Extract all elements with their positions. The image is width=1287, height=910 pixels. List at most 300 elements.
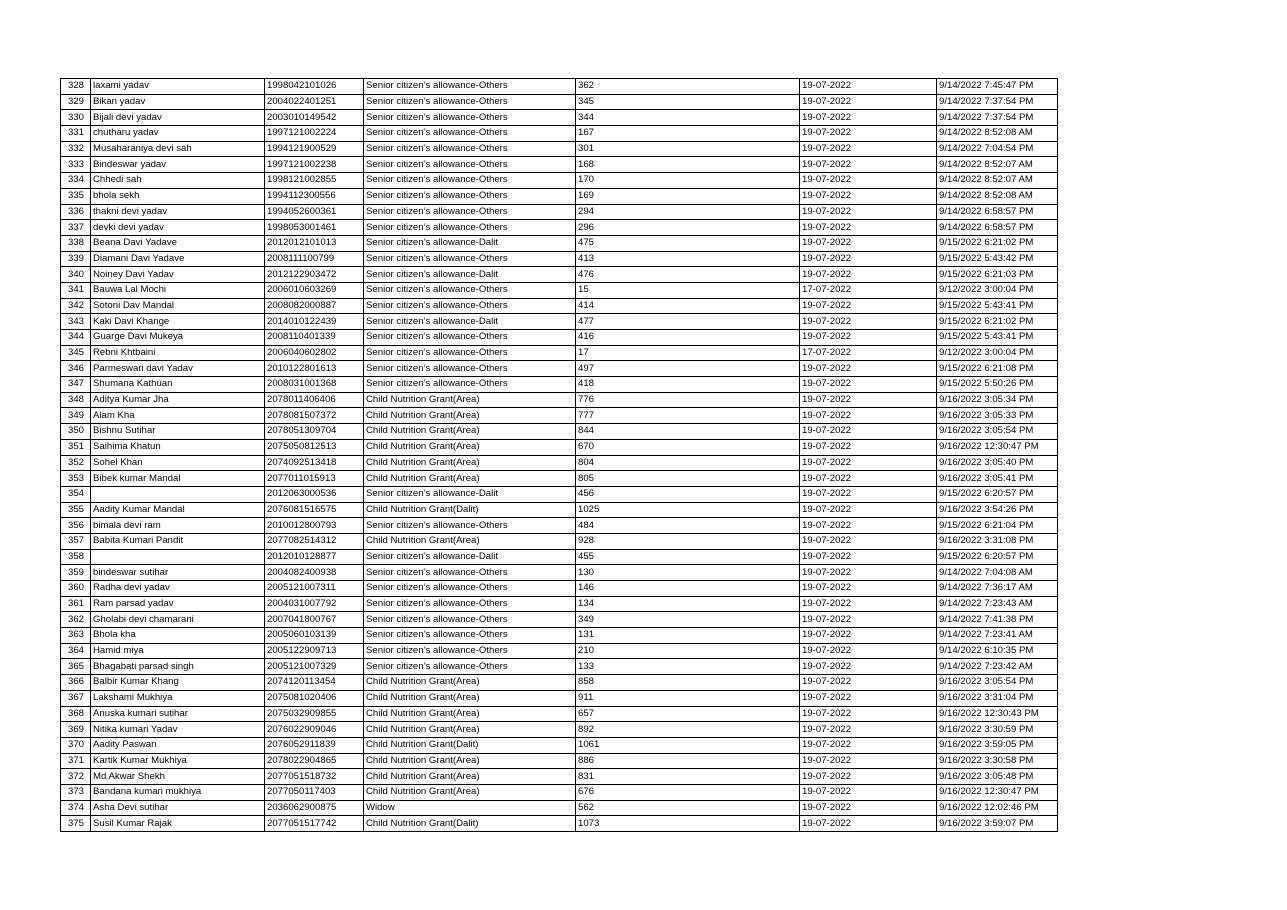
table-row (61, 314, 1058, 330)
table-row (61, 330, 1058, 346)
timestamp-cell: 9/14/2022 7:23:43 AM (937, 596, 1058, 612)
allowance-type-cell: Senior citizen’s allowance-Others (364, 377, 576, 393)
table-row (61, 769, 1058, 785)
id-number-cell: 2004082400938 (265, 565, 364, 581)
name-cell: Md Akwar Shekh (91, 769, 265, 785)
id-number-cell: 2076081516575 (265, 502, 364, 518)
serial-cell: 347 (61, 377, 91, 393)
timestamp-cell: 9/14/2022 6:58:57 PM (937, 204, 1058, 220)
name-cell: Bandana kumari mukhiya (91, 784, 265, 800)
amount-cell: 776 (576, 392, 800, 408)
amount-cell: 1073 (576, 816, 800, 832)
table-row (61, 690, 1058, 706)
name-cell: Bijali devi yadav (91, 110, 265, 126)
allowance-type-cell: Senior citizen’s allowance-Others (364, 220, 576, 236)
table-row (61, 408, 1058, 424)
table-row (61, 188, 1058, 204)
serial-cell: 334 (61, 173, 91, 189)
name-cell: bindeswar sutihar (91, 565, 265, 581)
serial-cell: 332 (61, 141, 91, 157)
allowance-type-cell: Senior citizen’s allowance-Others (364, 298, 576, 314)
id-number-cell: 2003010149542 (265, 110, 364, 126)
serial-cell: 345 (61, 345, 91, 361)
table-row (61, 628, 1058, 644)
date-cell: 19-07-2022 (800, 408, 937, 424)
serial-cell: 353 (61, 471, 91, 487)
timestamp-cell: 9/15/2022 5:50:26 PM (937, 377, 1058, 393)
id-number-cell: 2078022904865 (265, 753, 364, 769)
id-number-cell: 2005121007329 (265, 659, 364, 675)
timestamp-cell: 9/16/2022 3:05:40 PM (937, 455, 1058, 471)
date-cell: 19-07-2022 (800, 659, 937, 675)
id-number-cell: 1994052600361 (265, 204, 364, 220)
id-number-cell: 2077050117403 (265, 784, 364, 800)
timestamp-cell: 9/14/2022 7:36:17 AM (937, 581, 1058, 597)
allowance-type-cell: Child Nutrition Grant(Area) (364, 722, 576, 738)
table-row (61, 79, 1058, 95)
timestamp-cell: 9/16/2022 3:59:05 PM (937, 737, 1058, 753)
name-cell: Alam Kha (91, 408, 265, 424)
timestamp-cell: 9/15/2022 5:43:42 PM (937, 251, 1058, 267)
date-cell: 19-07-2022 (800, 173, 937, 189)
table-row (61, 141, 1058, 157)
allowance-type-cell: Senior citizen’s allowance-Others (364, 518, 576, 534)
date-cell: 19-07-2022 (800, 424, 937, 440)
name-cell: devki devi yadav (91, 220, 265, 236)
name-cell: Musaharaniya devi sah (91, 141, 265, 157)
serial-cell: 346 (61, 361, 91, 377)
table-row (61, 533, 1058, 549)
timestamp-cell: 9/16/2022 3:31:04 PM (937, 690, 1058, 706)
amount-cell: 362 (576, 79, 800, 95)
serial-cell: 372 (61, 769, 91, 785)
name-cell: Aadity Kumar Mandal (91, 502, 265, 518)
serial-cell: 338 (61, 235, 91, 251)
timestamp-cell: 9/16/2022 12:30:43 PM (937, 706, 1058, 722)
id-number-cell: 2075081020406 (265, 690, 364, 706)
id-number-cell: 2004022401251 (265, 94, 364, 110)
date-cell: 19-07-2022 (800, 753, 937, 769)
date-cell: 19-07-2022 (800, 706, 937, 722)
name-cell: Balbir Kumar Khang (91, 675, 265, 691)
allowance-type-cell: Senior citizen’s allowance-Others (364, 330, 576, 346)
allowance-type-cell: Senior citizen’s allowance-Others (364, 565, 576, 581)
table-row (61, 377, 1058, 393)
id-number-cell: 2078011406406 (265, 392, 364, 408)
serial-cell: 369 (61, 722, 91, 738)
id-number-cell: 2008111100799 (265, 251, 364, 267)
id-number-cell: 2075050812513 (265, 439, 364, 455)
serial-cell: 340 (61, 267, 91, 283)
amount-cell: 345 (576, 94, 800, 110)
amount-cell: 146 (576, 581, 800, 597)
id-number-cell: 1997121002224 (265, 126, 364, 142)
timestamp-cell: 9/14/2022 7:04:54 PM (937, 141, 1058, 157)
serial-cell: 358 (61, 549, 91, 565)
name-cell: Aditya Kumar Jha (91, 392, 265, 408)
allowance-type-cell: Child Nutrition Grant(Area) (364, 408, 576, 424)
amount-cell: 484 (576, 518, 800, 534)
id-number-cell: 2074120113454 (265, 675, 364, 691)
allowance-type-cell: Senior citizen’s allowance-Others (364, 361, 576, 377)
date-cell: 19-07-2022 (800, 141, 937, 157)
serial-cell: 330 (61, 110, 91, 126)
amount-cell: 416 (576, 330, 800, 346)
amount-cell: 858 (576, 675, 800, 691)
timestamp-cell: 9/15/2022 6:21:03 PM (937, 267, 1058, 283)
allowance-type-cell: Child Nutrition Grant(Area) (364, 471, 576, 487)
amount-cell: 167 (576, 126, 800, 142)
id-number-cell: 1997121002238 (265, 157, 364, 173)
date-cell: 19-07-2022 (800, 126, 937, 142)
date-cell: 19-07-2022 (800, 628, 937, 644)
date-cell: 19-07-2022 (800, 157, 937, 173)
amount-cell: 928 (576, 533, 800, 549)
id-number-cell: 1994112300556 (265, 188, 364, 204)
serial-cell: 365 (61, 659, 91, 675)
records-table (60, 78, 1058, 832)
timestamp-cell: 9/14/2022 8:52:07 AM (937, 173, 1058, 189)
timestamp-cell: 9/14/2022 8:52:08 AM (937, 188, 1058, 204)
timestamp-cell: 9/16/2022 3:59:07 PM (937, 816, 1058, 832)
allowance-type-cell: Senior citizen’s allowance-Others (364, 79, 576, 95)
id-number-cell: 1998053001461 (265, 220, 364, 236)
date-cell: 19-07-2022 (800, 565, 937, 581)
id-number-cell: 2008031001368 (265, 377, 364, 393)
name-cell: Beana Davi Yadave (91, 235, 265, 251)
date-cell: 19-07-2022 (800, 722, 937, 738)
table-row (61, 235, 1058, 251)
id-number-cell: 2014010122439 (265, 314, 364, 330)
serial-cell: 370 (61, 737, 91, 753)
date-cell: 19-07-2022 (800, 769, 937, 785)
amount-cell: 131 (576, 628, 800, 644)
amount-cell: 562 (576, 800, 800, 816)
name-cell: Sohel Khan (91, 455, 265, 471)
table-row (61, 518, 1058, 534)
date-cell: 19-07-2022 (800, 581, 937, 597)
table-row (61, 267, 1058, 283)
allowance-type-cell: Senior citizen’s allowance-Others (364, 251, 576, 267)
timestamp-cell: 9/14/2022 8:52:08 AM (937, 126, 1058, 142)
timestamp-cell: 9/16/2022 3:30:58 PM (937, 753, 1058, 769)
timestamp-cell: 9/14/2022 7:04:08 AM (937, 565, 1058, 581)
timestamp-cell: 9/16/2022 3:05:54 PM (937, 675, 1058, 691)
date-cell: 19-07-2022 (800, 220, 937, 236)
amount-cell: 344 (576, 110, 800, 126)
table-row (61, 251, 1058, 267)
amount-cell: 676 (576, 784, 800, 800)
id-number-cell: 2005122909713 (265, 643, 364, 659)
allowance-type-cell: Child Nutrition Grant(Area) (364, 675, 576, 691)
timestamp-cell: 9/14/2022 7:37:54 PM (937, 94, 1058, 110)
allowance-type-cell: Child Nutrition Grant(Area) (364, 424, 576, 440)
date-cell: 19-07-2022 (800, 298, 937, 314)
timestamp-cell: 9/16/2022 3:05:41 PM (937, 471, 1058, 487)
date-cell: 19-07-2022 (800, 596, 937, 612)
table-row (61, 220, 1058, 236)
serial-cell: 357 (61, 533, 91, 549)
name-cell: Hamid miya (91, 643, 265, 659)
id-number-cell: 2077011015913 (265, 471, 364, 487)
timestamp-cell: 9/14/2022 6:10:35 PM (937, 643, 1058, 659)
timestamp-cell: 9/12/2022 3:00:04 PM (937, 345, 1058, 361)
table-row (61, 800, 1058, 816)
name-cell: laxami yadav (91, 79, 265, 95)
table-row (61, 424, 1058, 440)
date-cell: 19-07-2022 (800, 502, 937, 518)
table-row (61, 94, 1058, 110)
timestamp-cell: 9/16/2022 3:31:08 PM (937, 533, 1058, 549)
amount-cell: 15 (576, 282, 800, 298)
timestamp-cell: 9/15/2022 6:21:04 PM (937, 518, 1058, 534)
name-cell: Sotoni Dav Mandal (91, 298, 265, 314)
name-cell: Ram parsad yadav (91, 596, 265, 612)
table-row (61, 282, 1058, 298)
name-cell: Saihima Khatun (91, 439, 265, 455)
amount-cell: 1025 (576, 502, 800, 518)
serial-cell: 348 (61, 392, 91, 408)
table-row (61, 659, 1058, 675)
allowance-type-cell: Senior citizen’s allowance-Dalit (364, 235, 576, 251)
id-number-cell: 2076052911839 (265, 737, 364, 753)
serial-cell: 352 (61, 455, 91, 471)
table-row (61, 816, 1058, 832)
timestamp-cell: 9/16/2022 3:05:54 PM (937, 424, 1058, 440)
id-number-cell: 2004031007792 (265, 596, 364, 612)
name-cell: Kaki Davi Khange (91, 314, 265, 330)
name-cell: Guarge Davi Mukeya (91, 330, 265, 346)
amount-cell: 911 (576, 690, 800, 706)
allowance-type-cell: Senior citizen’s allowance-Others (364, 628, 576, 644)
allowance-type-cell: Senior citizen’s allowance-Dalit (364, 314, 576, 330)
timestamp-cell: 9/15/2022 5:43:41 PM (937, 298, 1058, 314)
table-row (61, 439, 1058, 455)
timestamp-cell: 9/16/2022 3:54:26 PM (937, 502, 1058, 518)
serial-cell: 333 (61, 157, 91, 173)
allowance-type-cell: Child Nutrition Grant(Dalit) (364, 502, 576, 518)
table-row (61, 737, 1058, 753)
serial-cell: 367 (61, 690, 91, 706)
allowance-type-cell: Senior citizen’s allowance-Dalit (364, 486, 576, 502)
amount-cell: 475 (576, 235, 800, 251)
allowance-type-cell: Senior citizen’s allowance-Others (364, 110, 576, 126)
amount-cell: 210 (576, 643, 800, 659)
amount-cell: 657 (576, 706, 800, 722)
allowance-type-cell: Widow (364, 800, 576, 816)
serial-cell: 335 (61, 188, 91, 204)
timestamp-cell: 9/12/2022 3:00:04 PM (937, 282, 1058, 298)
id-number-cell: 2075032909855 (265, 706, 364, 722)
amount-cell: 133 (576, 659, 800, 675)
allowance-type-cell: Child Nutrition Grant(Area) (364, 533, 576, 549)
name-cell: Bindeswar yadav (91, 157, 265, 173)
name-cell: Gholabi devi chamarani (91, 612, 265, 628)
id-number-cell: 2078051309704 (265, 424, 364, 440)
table-body (61, 79, 1058, 832)
date-cell: 19-07-2022 (800, 690, 937, 706)
amount-cell: 134 (576, 596, 800, 612)
allowance-type-cell: Senior citizen’s allowance-Others (364, 204, 576, 220)
date-cell: 19-07-2022 (800, 330, 937, 346)
date-cell: 19-07-2022 (800, 471, 937, 487)
allowance-type-cell: Child Nutrition Grant(Area) (364, 690, 576, 706)
allowance-type-cell: Senior citizen’s allowance-Dalit (364, 267, 576, 283)
serial-cell: 371 (61, 753, 91, 769)
amount-cell: 17 (576, 345, 800, 361)
timestamp-cell: 9/15/2022 6:20:57 PM (937, 549, 1058, 565)
date-cell: 19-07-2022 (800, 784, 937, 800)
name-cell: Aadity Paswan (91, 737, 265, 753)
date-cell: 19-07-2022 (800, 110, 937, 126)
name-cell: Bauwa Lal Mochi (91, 282, 265, 298)
allowance-type-cell: Senior citizen’s allowance-Others (364, 282, 576, 298)
timestamp-cell: 9/14/2022 7:37:54 PM (937, 110, 1058, 126)
id-number-cell: 2036062900875 (265, 800, 364, 816)
table-row (61, 173, 1058, 189)
table-row (61, 549, 1058, 565)
serial-cell: 374 (61, 800, 91, 816)
allowance-type-cell: Child Nutrition Grant(Area) (364, 439, 576, 455)
serial-cell: 356 (61, 518, 91, 534)
table-row (61, 643, 1058, 659)
table-row (61, 502, 1058, 518)
serial-cell: 339 (61, 251, 91, 267)
date-cell: 19-07-2022 (800, 518, 937, 534)
timestamp-cell: 9/14/2022 6:58:57 PM (937, 220, 1058, 236)
name-cell: Bikan yadav (91, 94, 265, 110)
serial-cell: 343 (61, 314, 91, 330)
date-cell: 19-07-2022 (800, 643, 937, 659)
amount-cell: 497 (576, 361, 800, 377)
name-cell: Parmeswari davi Yadav (91, 361, 265, 377)
date-cell: 19-07-2022 (800, 204, 937, 220)
table-row (61, 110, 1058, 126)
date-cell: 19-07-2022 (800, 267, 937, 283)
name-cell: Bhola kha (91, 628, 265, 644)
allowance-type-cell: Senior citizen’s allowance-Dalit (364, 549, 576, 565)
date-cell: 19-07-2022 (800, 533, 937, 549)
serial-cell: 359 (61, 565, 91, 581)
amount-cell: 455 (576, 549, 800, 565)
timestamp-cell: 9/16/2022 12:30:47 PM (937, 439, 1058, 455)
timestamp-cell: 9/16/2022 3:05:34 PM (937, 392, 1058, 408)
allowance-type-cell: Senior citizen’s allowance-Others (364, 581, 576, 597)
table-row (61, 675, 1058, 691)
allowance-type-cell: Child Nutrition Grant(Area) (364, 753, 576, 769)
id-number-cell: 2077082514312 (265, 533, 364, 549)
amount-cell: 670 (576, 439, 800, 455)
allowance-type-cell: Senior citizen’s allowance-Others (364, 596, 576, 612)
timestamp-cell: 9/16/2022 12:02:46 PM (937, 800, 1058, 816)
date-cell: 19-07-2022 (800, 737, 937, 753)
table-row (61, 392, 1058, 408)
amount-cell: 777 (576, 408, 800, 424)
id-number-cell: 2008082000887 (265, 298, 364, 314)
amount-cell: 844 (576, 424, 800, 440)
name-cell: Susil Kumar Rajak (91, 816, 265, 832)
table-row (61, 126, 1058, 142)
amount-cell: 476 (576, 267, 800, 283)
name-cell: bhola sekh (91, 188, 265, 204)
timestamp-cell: 9/14/2022 7:23:41 AM (937, 628, 1058, 644)
serial-cell: 354 (61, 486, 91, 502)
allowance-type-cell: Senior citizen’s allowance-Others (364, 643, 576, 659)
id-number-cell: 2012122903472 (265, 267, 364, 283)
name-cell: Shumana Kathuan (91, 377, 265, 393)
serial-cell: 351 (61, 439, 91, 455)
date-cell: 19-07-2022 (800, 79, 937, 95)
name-cell: Babita Kumari Pandit (91, 533, 265, 549)
table-row (61, 298, 1058, 314)
table-row (61, 471, 1058, 487)
amount-cell: 477 (576, 314, 800, 330)
timestamp-cell: 9/16/2022 3:05:48 PM (937, 769, 1058, 785)
date-cell: 19-07-2022 (800, 549, 937, 565)
allowance-type-cell: Child Nutrition Grant(Dalit) (364, 737, 576, 753)
id-number-cell: 2008110401339 (265, 330, 364, 346)
date-cell: 19-07-2022 (800, 455, 937, 471)
allowance-type-cell: Senior citizen’s allowance-Others (364, 126, 576, 142)
serial-cell: 337 (61, 220, 91, 236)
name-cell: thakni devi yadav (91, 204, 265, 220)
timestamp-cell: 9/14/2022 7:41:38 PM (937, 612, 1058, 628)
serial-cell: 362 (61, 612, 91, 628)
name-cell: chutharu yadav (91, 126, 265, 142)
name-cell: Rebni Khtbaini (91, 345, 265, 361)
name-cell: Lakshami Mukhiya (91, 690, 265, 706)
table-row (61, 722, 1058, 738)
id-number-cell: 1994121900529 (265, 141, 364, 157)
allowance-type-cell: Child Nutrition Grant(Area) (364, 392, 576, 408)
id-number-cell: 1998042101026 (265, 79, 364, 95)
serial-cell: 363 (61, 628, 91, 644)
allowance-type-cell: Senior citizen’s allowance-Others (364, 94, 576, 110)
allowance-type-cell: Child Nutrition Grant(Area) (364, 769, 576, 785)
date-cell: 19-07-2022 (800, 361, 937, 377)
serial-cell: 336 (61, 204, 91, 220)
amount-cell: 805 (576, 471, 800, 487)
timestamp-cell: 9/14/2022 7:23:42 AM (937, 659, 1058, 675)
timestamp-cell: 9/15/2022 6:20:57 PM (937, 486, 1058, 502)
date-cell: 19-07-2022 (800, 235, 937, 251)
name-cell: Bishnu Sutihar (91, 424, 265, 440)
id-number-cell: 2078081507372 (265, 408, 364, 424)
amount-cell: 413 (576, 251, 800, 267)
table-row (61, 596, 1058, 612)
table-row (61, 612, 1058, 628)
id-number-cell: 1998121002855 (265, 173, 364, 189)
id-number-cell: 2006010603269 (265, 282, 364, 298)
date-cell: 19-07-2022 (800, 800, 937, 816)
table-row (61, 486, 1058, 502)
serial-cell: 373 (61, 784, 91, 800)
name-cell: Noiney Davi Yadav (91, 267, 265, 283)
id-number-cell: 2012063000536 (265, 486, 364, 502)
name-cell: Bibek kumar Mandal (91, 471, 265, 487)
serial-cell: 366 (61, 675, 91, 691)
name-cell: Asha Devi sutihar (91, 800, 265, 816)
date-cell: 19-07-2022 (800, 816, 937, 832)
timestamp-cell: 9/15/2022 5:43:41 PM (937, 330, 1058, 346)
id-number-cell: 2010122801613 (265, 361, 364, 377)
serial-cell: 355 (61, 502, 91, 518)
id-number-cell: 2074092513418 (265, 455, 364, 471)
date-cell: 19-07-2022 (800, 392, 937, 408)
amount-cell: 831 (576, 769, 800, 785)
name-cell: Kartik Kumar Mukhiya (91, 753, 265, 769)
date-cell: 19-07-2022 (800, 188, 937, 204)
